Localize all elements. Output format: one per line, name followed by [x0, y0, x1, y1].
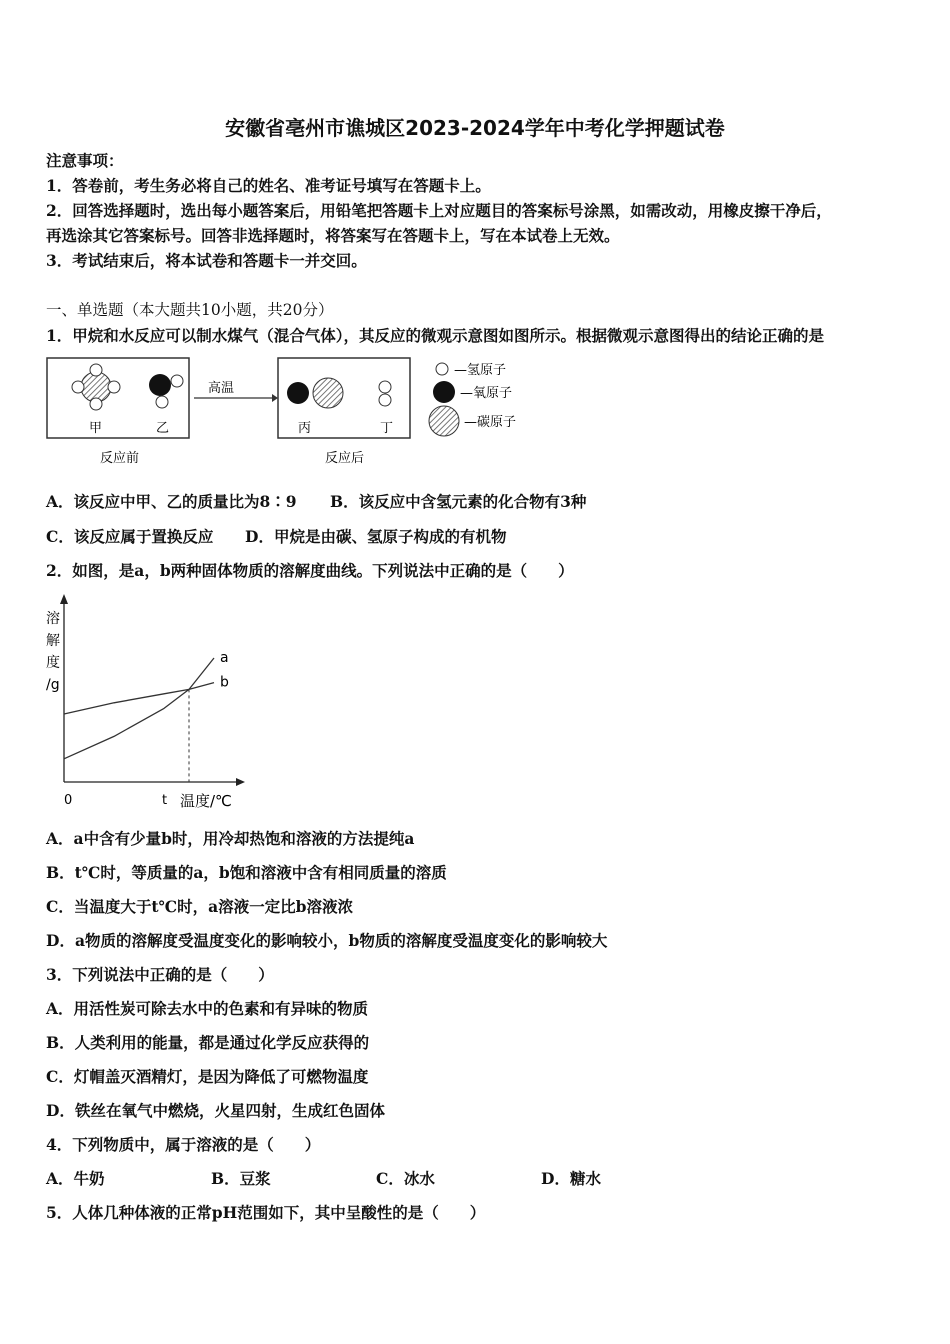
q5-stem: 5．人体几种体液的正常pH范围如下，其中呈酸性的是（ ）: [46, 1203, 486, 1222]
q2-option-d: D．a物质的溶解度受温度变化的影响较小，b物质的溶解度受温度变化的影响较大: [46, 931, 608, 950]
t-tick-label: t: [162, 793, 168, 808]
series-a-label: a: [220, 650, 229, 666]
origin-label: 0: [64, 793, 73, 808]
q1-option-d: D．甲烷是由碳、氢原子构成的有机物: [245, 527, 507, 546]
q2-option-a: A．a中含有少量b时，用冷却热饱和溶液的方法提纯a: [46, 829, 415, 848]
legend-carbon-icon: [429, 406, 459, 436]
q1-stem: 1．甲烷和水反应可以制水煤气（混合气体），其反应的微观示意图如图所示。根据微观示意图得出的结论正确的是: [46, 326, 825, 345]
methane-molecule-icon: [72, 364, 120, 410]
label-jia: 甲: [89, 421, 103, 436]
legend-carbon: —碳原子: [464, 415, 517, 430]
label-ding: 丁: [380, 421, 394, 436]
y-label-1: 溶: [46, 611, 60, 627]
y-label-2: 解: [46, 633, 60, 649]
legend-hydrogen-icon: [436, 363, 448, 375]
notice-item-2: 2．回答选择题时，选出每小题答案后，用铅笔把答题卡上对应题目的答案标号涂黑，如需改动，用橡皮擦干净后，: [46, 201, 832, 220]
notice-item-1: 1．答卷前，考生务必将自己的姓名、准考证号填写在答题卡上。: [46, 176, 491, 195]
q4-option-a: A．牛奶: [46, 1169, 105, 1188]
legend-oxygen: —氧原子: [460, 386, 513, 401]
x-axis-arrow: [236, 778, 245, 786]
label-after: 反应后: [325, 451, 365, 466]
series-b-label: b: [220, 674, 229, 691]
notice-item-3: 3．考试结束后，将本试卷和答题卡一并交回。: [46, 251, 367, 270]
q1-option-a: A．该反应中甲、乙的质量比为8∶9: [46, 492, 297, 511]
h2-molecule-icon: [379, 381, 391, 406]
label-bing: 丙: [298, 421, 312, 436]
y-label-3: 度: [46, 655, 60, 671]
q4-option-d: D．糖水: [541, 1169, 601, 1188]
co-molecule-icon: [287, 378, 343, 408]
q4-option-c: C．冰水: [376, 1169, 435, 1188]
legend-hydrogen: —氢原子: [454, 363, 507, 378]
q3-option-c: C．灯帽盖灭酒精灯，是因为降低了可燃物温度: [46, 1067, 369, 1086]
section-heading: 一、单选题（本大题共10小题，共20分）: [46, 301, 334, 319]
y-axis-arrow: [60, 594, 68, 604]
q3-option-d: D．铁丝在氧气中燃烧，火星四射，生成红色固体: [46, 1101, 385, 1120]
q4-option-b: B．豆浆: [211, 1169, 271, 1188]
q4-stem: 4．下列物质中，属于溶液的是（ ）: [46, 1135, 321, 1154]
notice-item-2-cont: 再选涂其它答案标号。回答非选择题时，将答案写在答题卡上，写在本试卷上无效。: [46, 226, 620, 245]
page-title: 安徽省亳州市谯城区2023-2024学年中考化学押题试卷: [225, 116, 725, 140]
q1-reaction-diagram: [44, 350, 544, 470]
notice-heading: 注意事项：: [46, 151, 124, 170]
legend-oxygen-icon: [433, 381, 455, 403]
y-label-4: /g: [46, 677, 60, 693]
arrow-label: 高温: [208, 381, 235, 396]
water-molecule-icon: [149, 374, 183, 408]
label-yi: 乙: [156, 421, 170, 436]
q1-option-b: B．该反应中含氢元素的化合物有3种: [330, 492, 587, 511]
q2-stem: 2．如图，是a，b两种固体物质的溶解度曲线。下列说法中正确的是（ ）: [46, 561, 574, 580]
q2-solubility-chart: [40, 590, 250, 815]
series-b-curve: [64, 683, 214, 714]
q1-option-c: C．该反应属于置换反应: [46, 527, 214, 546]
q3-stem: 3．下列说法中正确的是（ ）: [46, 965, 274, 984]
q2-option-b: B．t℃时，等质量的a，b饱和溶液中含有相同质量的溶质: [46, 863, 447, 882]
label-before: 反应前: [100, 451, 140, 466]
q2-option-c: C．当温度大于t℃时，a溶液一定比b溶液浓: [46, 897, 353, 916]
q3-option-a: A．用活性炭可除去水中的色素和有异味的物质: [46, 999, 369, 1018]
x-axis-label: 温度/℃: [180, 792, 232, 810]
q3-option-b: B．人类利用的能量，都是通过化学反应获得的: [46, 1033, 370, 1052]
